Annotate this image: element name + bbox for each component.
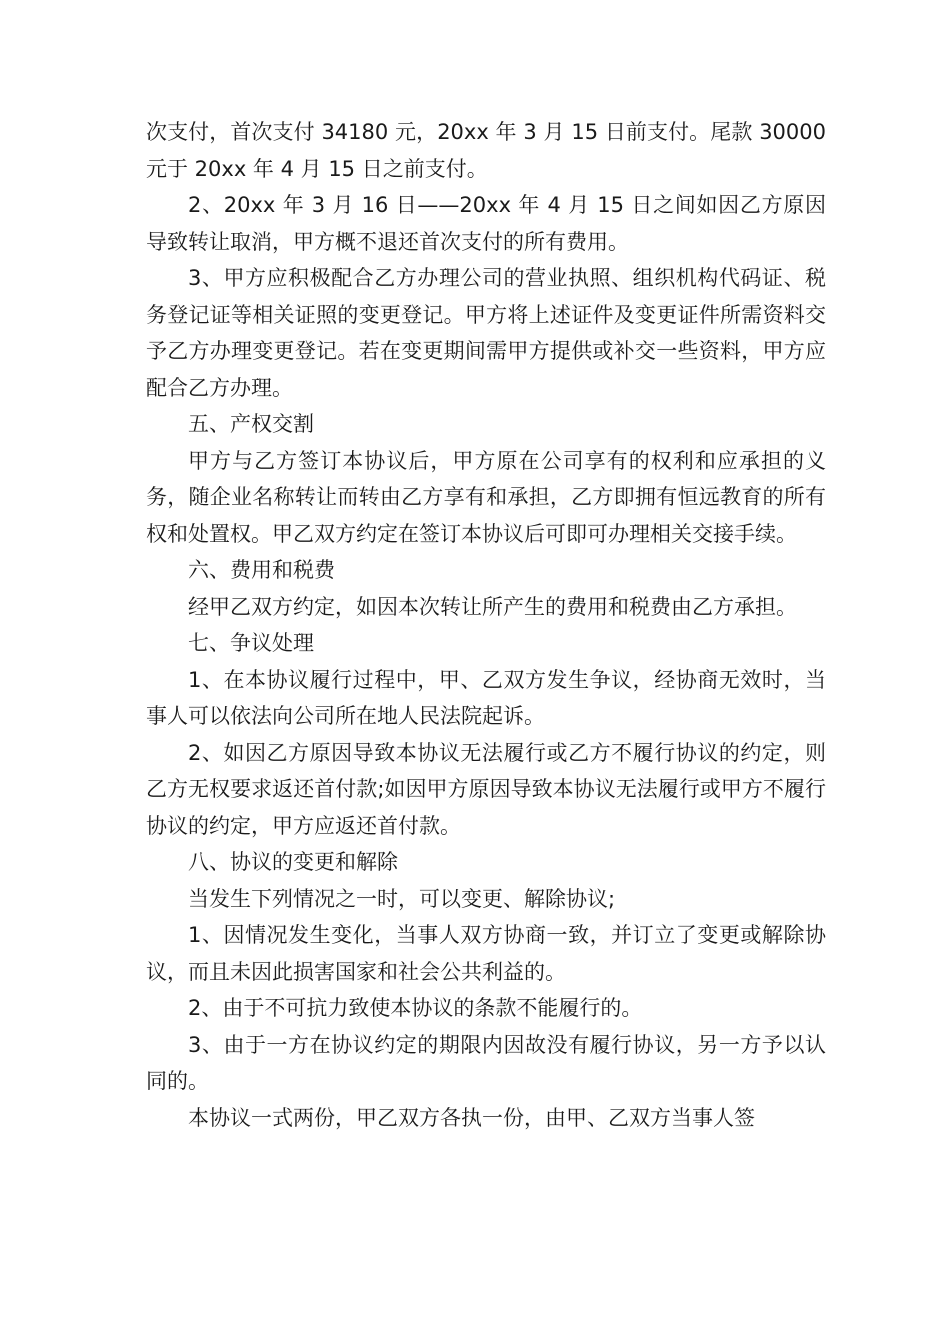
- heading-dispute-resolution: 七、争议处理: [188, 631, 314, 655]
- paragraph-fees-taxes: 经甲乙双方约定，如因本次转让所产生的费用和税费由乙方承担。: [188, 594, 797, 619]
- document-body: [146, 114, 826, 1136]
- paragraph-change-1: 1、因情况发生变化，当事人双方协商一致，并订立了变更或解除协议，而且未因此损害国家和社会公共利益的。: [146, 923, 826, 984]
- paragraph-dispute-2: 2、如因乙方原因导致本协议无法履行或乙方不履行协议的约定，则乙方无权要求返还首付款;如因甲方原因导致本协议无法履行或甲方不履行协议的约定，甲方应返还首付款。: [146, 740, 826, 838]
- paragraph-copies: 本协议一式两份，甲乙双方各执一份，由甲、乙双方当事人签: [188, 1105, 755, 1130]
- paragraph-change-2: 2、由于不可抗力致使本协议的条款不能履行的。: [188, 996, 643, 1020]
- heading-change-termination: 八、协议的变更和解除: [188, 850, 398, 874]
- paragraph-dispute-1: 1、在本协议履行过程中，甲、乙双方发生争议，经协商无效时，当事人可以依法向公司所在地人民法院起诉。: [146, 667, 826, 728]
- paragraph-clause-2: 2、20xx 年 3 月 16 日——20xx 年 4 月 15 日之间如因乙方原因导致转让取消，甲方概不退还首次支付的所有费用。: [146, 193, 826, 254]
- paragraph-change-intro: 当发生下列情况之一时，可以变更、解除协议;: [188, 886, 616, 911]
- heading-fees-taxes: 六、费用和税费: [188, 558, 335, 582]
- paragraph-clause-3: 3、甲方应积极配合乙方办理公司的营业执照、组织机构代码证、税务登记证等相关证照的变更登记。甲方将上述证件及变更证件所需资料交予乙方办理变更登记。若在变更期间需甲方提供或补交一些资料，甲方应配合乙方办理。: [146, 266, 826, 400]
- heading-property-transfer: 五、产权交割: [188, 412, 314, 436]
- paragraph-change-3: 3、由于一方在协议约定的期限内因故没有履行协议，另一方予以认同的。: [146, 1032, 826, 1093]
- paragraph-payment-schedule: 次支付，首次支付 34180 元，20xx 年 3 月 15 日前支付。尾款 30000 元于 20xx 年 4 月 15 日之前支付。: [146, 120, 826, 181]
- paragraph-property-transfer: 甲方与乙方签订本协议后，甲方原在公司享有的权利和应承担的义务，随企业名称转让而转由乙方享有和承担，乙方即拥有恒远教育的所有权和处置权。甲乙双方约定在签订本协议后可即可办理相关交接手续。: [146, 448, 826, 546]
